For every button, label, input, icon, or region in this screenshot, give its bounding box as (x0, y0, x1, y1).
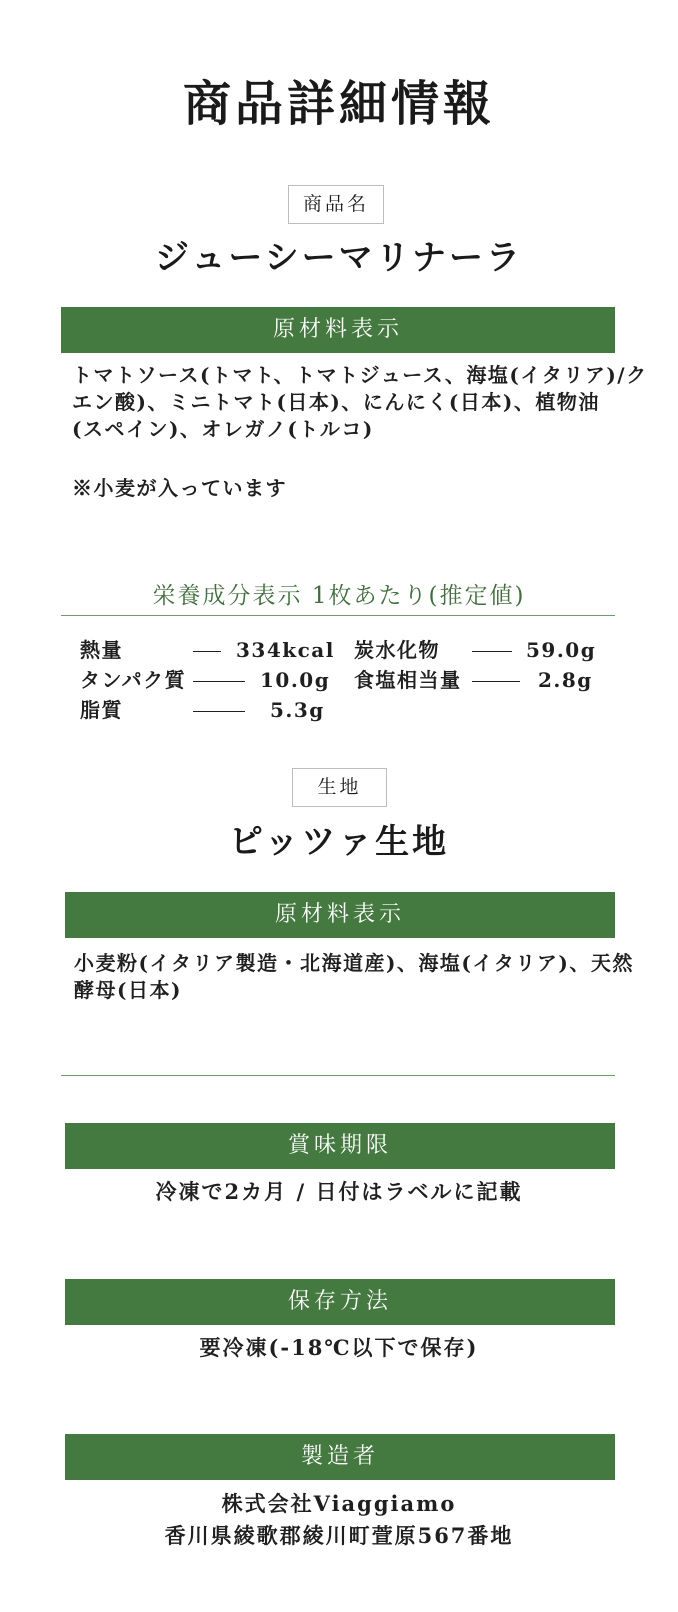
ingredients-line: エン酸)、ミニトマト(日本)、にんにく(日本)、植物油 (72, 390, 600, 414)
ingredients-line: 酵母(日本) (74, 978, 182, 1002)
nutrition-value-fat: 5.3g (270, 698, 325, 722)
nutrition-dash (193, 711, 245, 712)
allergy-note: ※小麦が入っています (72, 476, 287, 500)
dough-ingredients-text (74, 950, 634, 1004)
storage-header: 保存方法 (65, 1279, 615, 1325)
ingredients-line: 小麦粉(イタリア製造・北海道産)、海塩(イタリア)、天然 (74, 951, 634, 975)
page-title: 商品詳細情報 (182, 76, 495, 132)
nutrition-value-salt: 2.8g (538, 668, 593, 692)
manufacturer-address: 香川県綾歌郡綾川町萱原567番地 (164, 1523, 514, 1548)
nutrition-dash (472, 681, 520, 682)
section-divider (61, 1075, 615, 1076)
dough-name: ピッツァ生地 (228, 822, 450, 862)
nutrition-value-energy: 334kcal (236, 638, 335, 662)
nutrition-dash (193, 681, 245, 682)
nutrition-label-carbs: 炭水化物 (354, 638, 440, 662)
nutrition-label-fat: 脂質 (80, 698, 123, 722)
manufacturer-name: 株式会社Viaggiamo (221, 1491, 457, 1516)
storage-text: 要冷凍(-18℃以下で保存) (199, 1335, 479, 1360)
dough-ingredients-header: 原材料表示 (65, 892, 615, 938)
ingredients-line: (スペイン)、オレガノ(トルコ) (72, 417, 374, 441)
nutrition-label-protein: タンパク質 (80, 668, 187, 692)
best-before-header: 賞味期限 (65, 1123, 615, 1169)
nutrition-dash (472, 651, 512, 652)
nutrition-heading: 栄養成分表示 1枚あたり(推定値) (152, 583, 526, 609)
nutrition-value-carbs: 59.0g (526, 638, 597, 662)
nutrition-label-energy: 熱量 (80, 638, 123, 662)
nutrition-divider (61, 615, 615, 616)
product-ingredients-header: 原材料表示 (61, 307, 615, 353)
nutrition-label-salt: 食塩相当量 (354, 668, 462, 692)
manufacturer-header: 製造者 (65, 1434, 615, 1480)
nutrition-value-protein: 10.0g (260, 668, 331, 692)
product-name: ジューシーマリナーラ (155, 238, 523, 278)
product-ingredients-text (72, 362, 648, 443)
dough-label: 生地 (292, 768, 387, 807)
product-name-label: 商品名 (288, 185, 384, 224)
best-before-text: 冷凍で2カ月 / 日付はラベルに記載 (155, 1179, 523, 1204)
ingredients-line: トマトソース(トマト、トマトジュース、海塩(イタリア)/ク (72, 363, 648, 387)
nutrition-dash (193, 651, 221, 652)
